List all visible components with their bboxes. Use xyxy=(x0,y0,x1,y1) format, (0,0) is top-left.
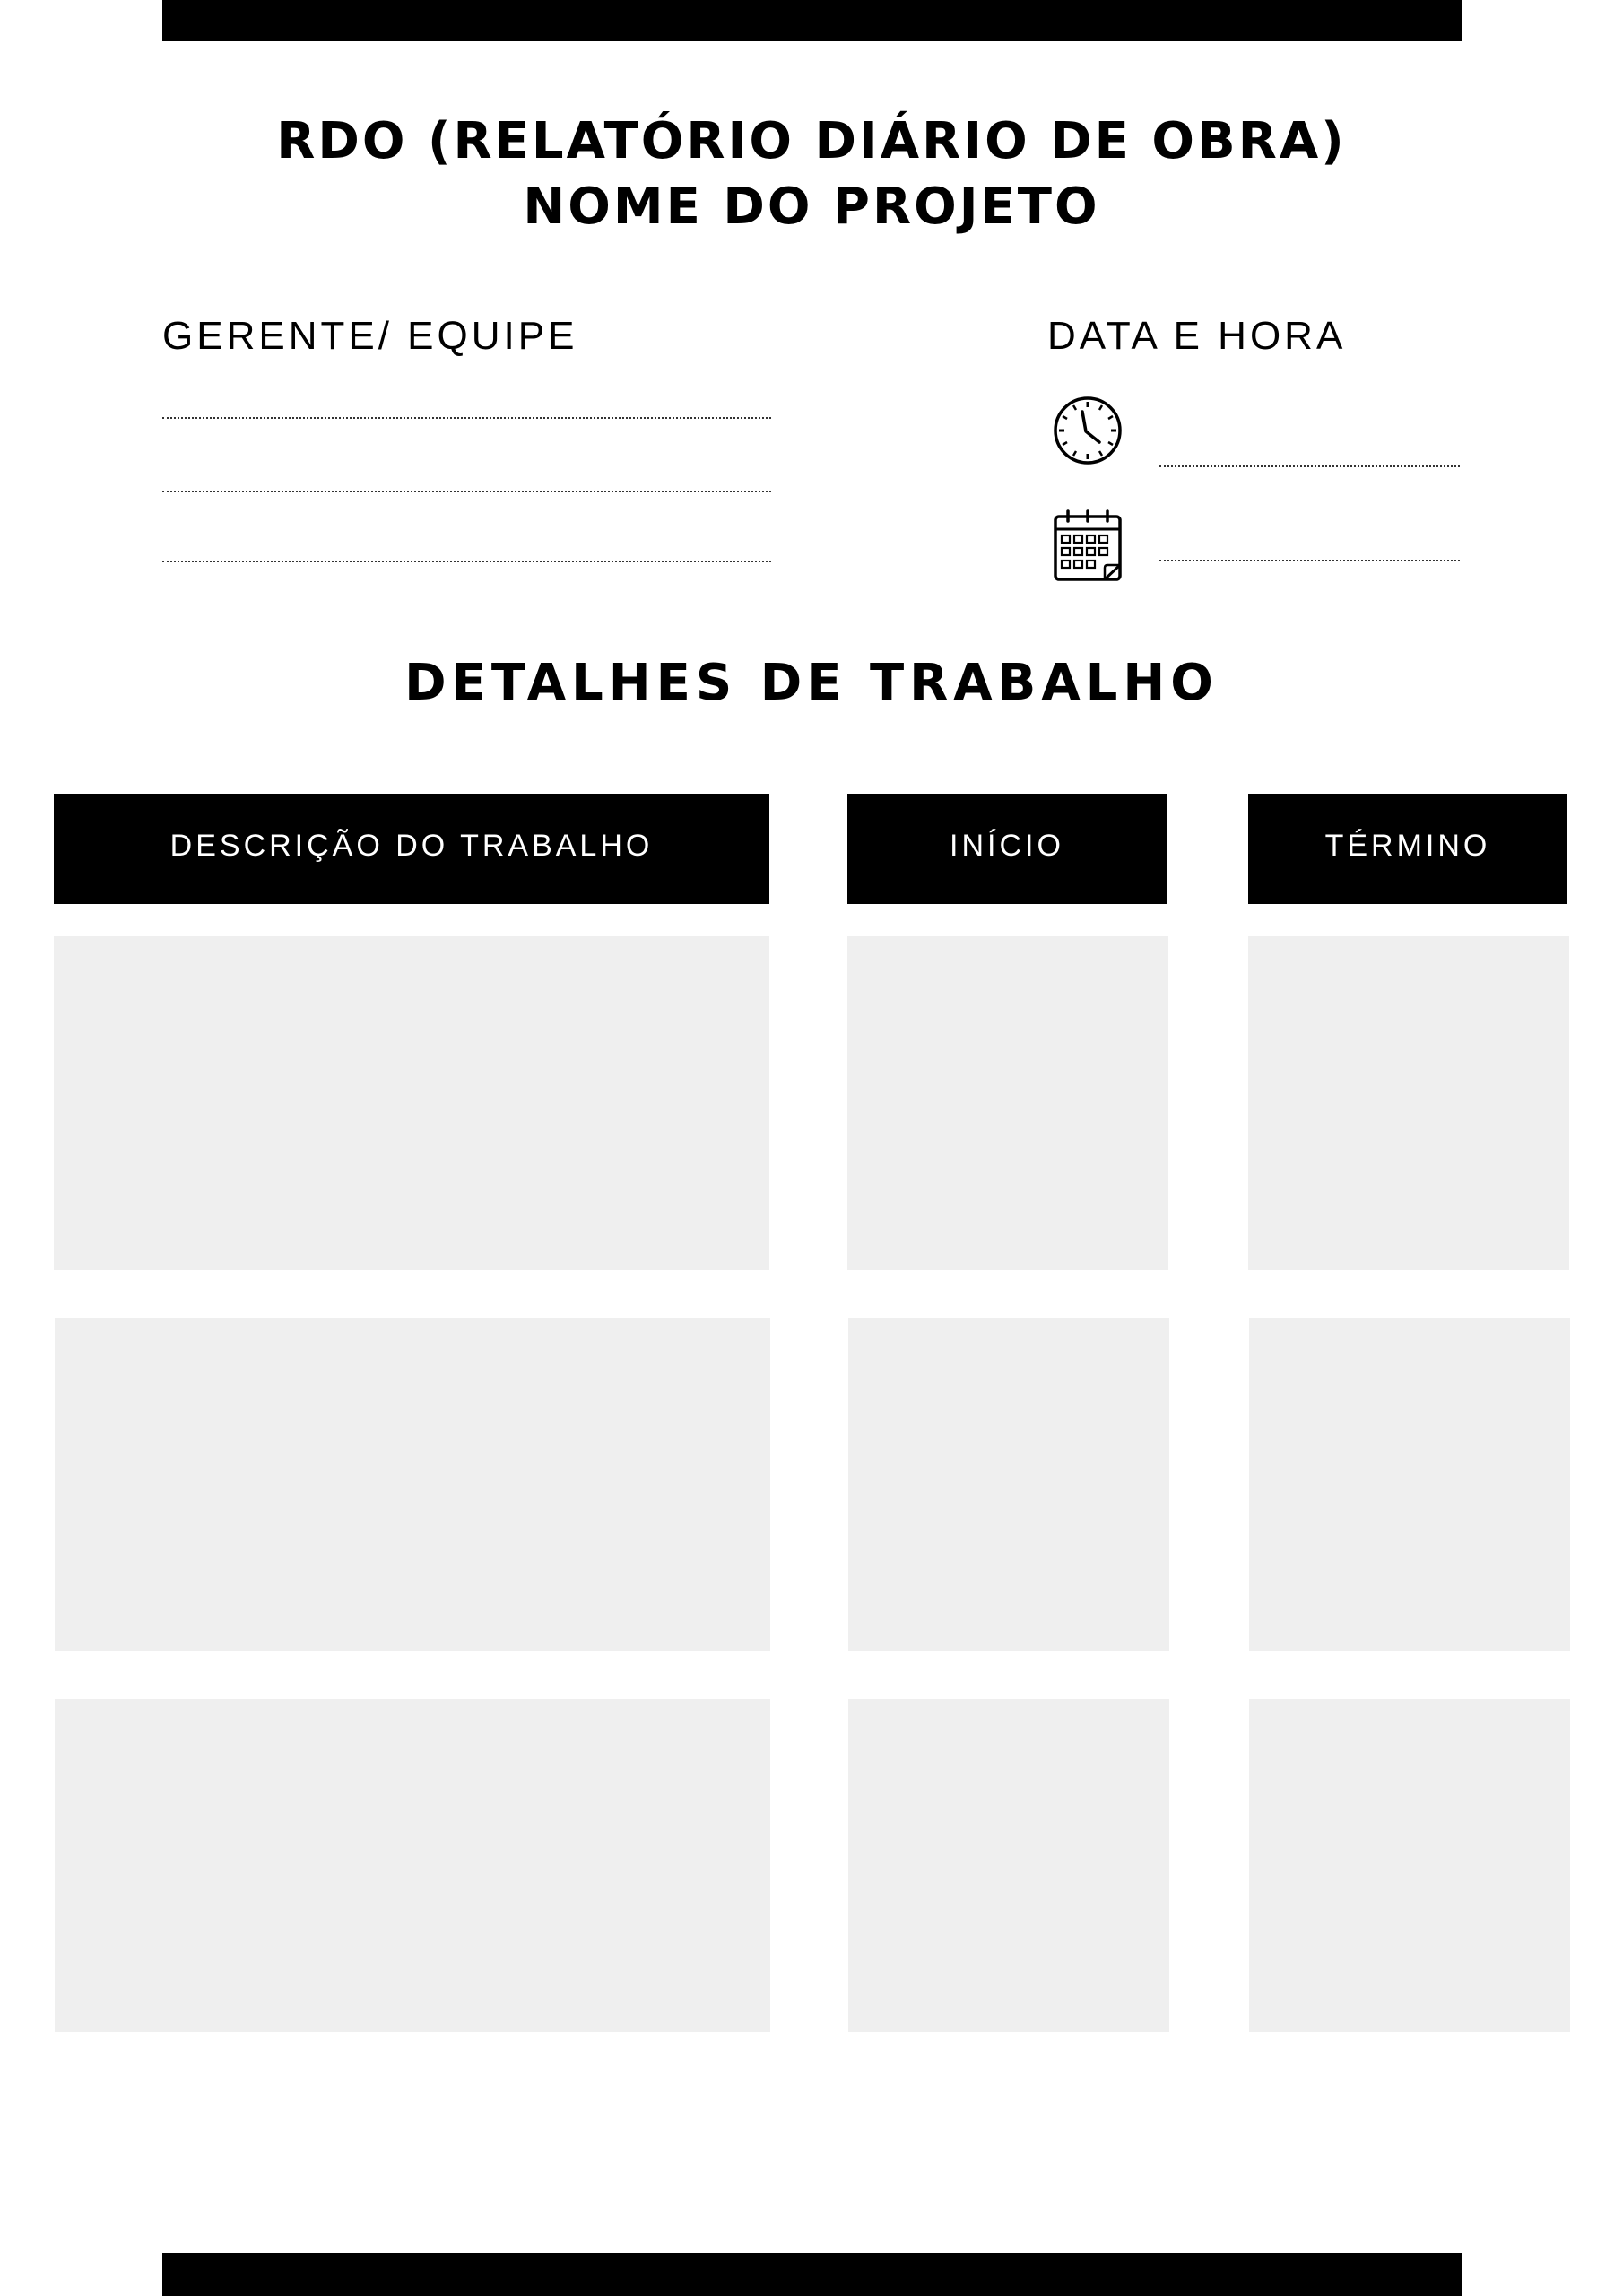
start-cell-1[interactable] xyxy=(847,936,1168,1270)
page-title: RDO (RELATÓRIO DIÁRIO DE OBRA) xyxy=(276,112,1347,170)
column-header-end: TÉRMINO xyxy=(1248,794,1567,904)
manager-field-1[interactable] xyxy=(162,417,771,419)
end-cell-3[interactable] xyxy=(1249,1699,1570,2032)
column-header-description: DESCRIÇÃO DO TRABALHO xyxy=(54,794,769,904)
manager-team-label: GERENTE/ EQUIPE xyxy=(162,314,578,358)
clock-icon xyxy=(1051,394,1124,467)
manager-field-3[interactable] xyxy=(162,561,771,562)
start-cell-3[interactable] xyxy=(848,1699,1169,2032)
start-cell-2[interactable] xyxy=(848,1318,1169,1651)
calendar-icon xyxy=(1051,509,1124,583)
date-time-label: DATA E HORA xyxy=(1047,314,1347,358)
work-details-title: DETALHES DE TRABALHO xyxy=(404,654,1219,712)
bottom-bar xyxy=(162,2253,1462,2296)
manager-field-2[interactable] xyxy=(162,491,771,492)
description-cell-3[interactable] xyxy=(55,1699,770,2032)
description-cell-1[interactable] xyxy=(54,936,769,1270)
project-name: NOME DO PROJETO xyxy=(523,178,1100,236)
column-header-start: INÍCIO xyxy=(847,794,1167,904)
date-field[interactable] xyxy=(1159,560,1460,561)
time-field[interactable] xyxy=(1159,465,1460,467)
top-bar xyxy=(162,0,1462,41)
end-cell-2[interactable] xyxy=(1249,1318,1570,1651)
end-cell-1[interactable] xyxy=(1248,936,1569,1270)
description-cell-2[interactable] xyxy=(55,1318,770,1651)
